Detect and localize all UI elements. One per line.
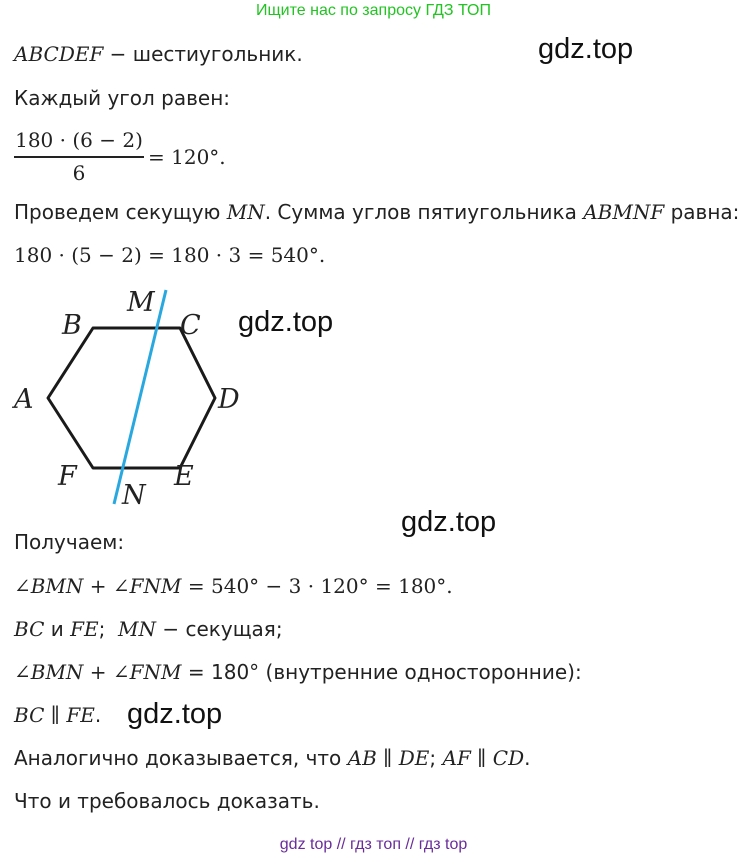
- top-banner-link[interactable]: Ищите нас по запросу ГДЗ ТОП: [256, 2, 491, 19]
- interior-angles-text: = 180° (внутренние односторонние):: [181, 660, 582, 684]
- point-label-n: N: [122, 480, 146, 510]
- line-each-angle: Каждый угол равен:: [14, 86, 231, 110]
- fraction-bar: [14, 156, 144, 158]
- vertex-label-a: A: [14, 384, 34, 415]
- math-ab-parallel-de: AB ∥ DE: [347, 746, 430, 770]
- fraction-denominator: 6: [72, 160, 86, 185]
- line-interior-angles: [14, 660, 582, 684]
- hexagon-shape: [48, 328, 215, 468]
- period: .: [94, 703, 102, 727]
- math-af-parallel-cd: AF ∥ CD: [442, 746, 525, 770]
- secant-text-2: . Сумма углов пятиугольника: [264, 200, 584, 224]
- line-bc-fe-secant: [14, 617, 283, 641]
- line-secant-intro: [14, 200, 739, 224]
- vertex-label-c: C: [180, 310, 201, 341]
- line-similarly: [14, 746, 530, 770]
- vertex-label-b: B: [62, 310, 82, 341]
- watermark: gdz.top: [127, 698, 223, 730]
- point-label-m: M: [127, 287, 155, 318]
- secant-text-1: Проведем секущую: [14, 200, 227, 224]
- math-bc: BC: [14, 617, 45, 641]
- fraction-numerator: 180 · (6 − 2): [15, 128, 143, 152]
- line-angle-sum-calc: [14, 574, 453, 598]
- vertex-label-f: F: [58, 461, 77, 492]
- watermark: gdz.top: [238, 306, 334, 338]
- line-we-get: Получаем:: [14, 530, 125, 554]
- hexagon-def-text: − шестиугольник.: [103, 42, 303, 66]
- text-secant: − секущая;: [156, 617, 283, 641]
- line-hexagon-def: [14, 42, 303, 66]
- period-2: .: [524, 746, 531, 770]
- semicolon: ;: [429, 746, 443, 770]
- math-angle-sum-2: ∠BMN + ∠FNM: [14, 660, 182, 684]
- math-mn-2: MN: [118, 617, 157, 641]
- watermark: gdz.top: [401, 506, 497, 538]
- text-sep: ;: [98, 617, 119, 641]
- secant-text-3: равна:: [664, 200, 740, 224]
- math-hexagon-name: ABCDEF: [14, 42, 104, 66]
- fraction-result: = 120°.: [148, 145, 226, 169]
- line-pentagon-sum: 180 · (5 − 2) = 180 · 3 = 540°.: [14, 243, 326, 267]
- vertex-label-d: D: [218, 384, 240, 415]
- line-bc-parallel-fe: [14, 703, 101, 727]
- math-bc-parallel-fe: BC ∥ FE: [14, 703, 95, 727]
- similarly-text: Аналогично доказывается, что: [14, 746, 348, 770]
- angle-sum-calc: = 540° − 3 · 120° = 180°.: [181, 574, 453, 598]
- math-abmnf: ABMNF: [583, 200, 665, 224]
- angle-fraction: [14, 128, 144, 185]
- secant-line-mn: [114, 290, 166, 504]
- line-qed: Что и требовалось доказать.: [14, 789, 320, 813]
- text-and: и: [44, 617, 71, 641]
- math-fe: FE: [70, 617, 99, 641]
- math-angle-sum: ∠BMN + ∠FNM: [14, 574, 182, 598]
- footer-links[interactable]: gdz top // гдз топ // гдз top: [279, 836, 468, 853]
- watermark: gdz.top: [538, 33, 634, 65]
- vertex-label-e: E: [174, 461, 194, 492]
- math-mn: MN: [226, 200, 265, 224]
